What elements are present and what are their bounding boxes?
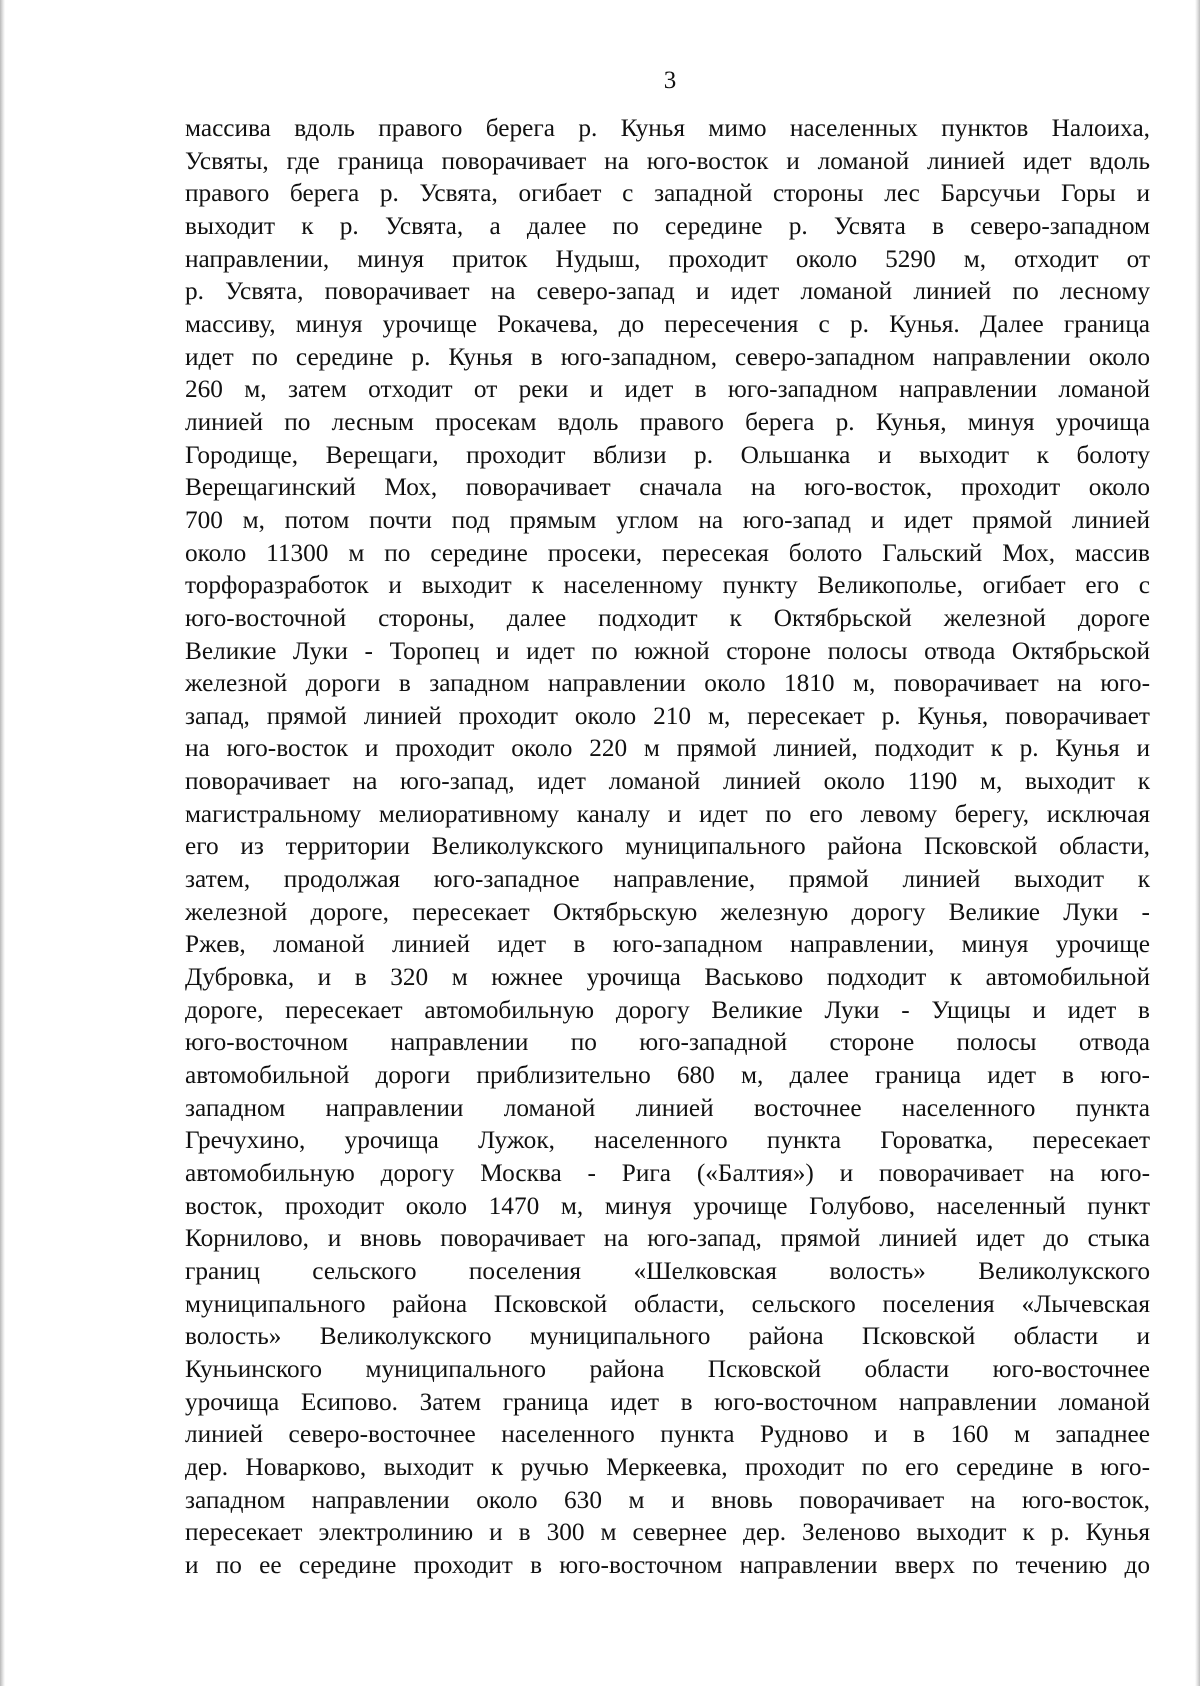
text-line: железной дороге, пересекает Октябрьскую железную дорогу Великие Луки - (185, 897, 1150, 926)
text-line: урочища Есипово. Затем граница идет в юго-восточном направлении ломаной (185, 1387, 1150, 1416)
text-line: запад, прямой линией проходит около 210 м, пересекает р. Кунья, поворачивает (185, 701, 1150, 730)
text-line: и по ее середине проходит в юго-восточном направлении вверх по течению до (185, 1550, 1150, 1579)
text-line: Верещагинский Мох, поворачивает сначала на юго-восток, проходит около (185, 473, 1150, 502)
text-line: Великие Луки - Торопец и идет по южной стороне полосы отвода Октябрьской (185, 636, 1150, 665)
text-line: восток, проходит около 1470 м, минуя урочище Голубово, населенный пункт (185, 1191, 1150, 1220)
text-line: массива вдоль правого берега р. Кунья мимо населенных пунктов Налоиха, (185, 114, 1150, 142)
text-line: затем, продолжая юго-западное направление, прямой линией выходит к (185, 865, 1150, 894)
text-line: дороге, пересекает автомобильную дорогу Великие Луки - Ущицы и идет в (185, 995, 1150, 1024)
text-line: правого берега р. Усвята, огибает с западной стороны лес Барсучьи Горы и (185, 179, 1150, 208)
text-line: западном направлении около 630 м и вновь поворачивает на юго-восток, (185, 1485, 1150, 1514)
text-line: около 11300 м по середине просеки, пересекая болото Гальский Мох, массив (185, 538, 1150, 567)
text-line: на юго-восток и проходит около 220 м прямой линией, подходит к р. Кунья и (185, 734, 1150, 763)
text-line: волость» Великолукского муниципального района Псковской области и (185, 1322, 1150, 1351)
text-line: линией северо-восточнее населенного пункта Руднoво и в 160 м западнее (185, 1420, 1150, 1449)
text-line: массиву, минуя урочище Рокачева, до пересечения с р. Кунья. Далее граница (185, 309, 1150, 338)
text-line: 260 м, затем отходит от реки и идет в юго-западном направлении ломаной (185, 375, 1150, 404)
text-line: границ сельского поселения «Шелковская волость» Великолукского (185, 1256, 1150, 1285)
text-line: Ржев, ломаной линией идет в юго-западном направлении, минуя урочище (185, 930, 1150, 959)
text-line: Усвяты, где граница поворачивает на юго-восток и ломаной линией идет вдоль (185, 146, 1150, 175)
text-line: Гречухино, урочища Лужок, населенного пункта Гороватка, пересекает (185, 1126, 1150, 1155)
text-line: поворачивает на юго-запад, идет ломаной линией около 1190 м, выходит к (185, 767, 1150, 796)
text-line: р. Усвята, поворачивает на северо-запад и идет ломаной линией по лесному (185, 277, 1150, 306)
text-line: Куньинского муниципального района Псковской области юго-восточнее (185, 1354, 1150, 1383)
text-line: выходит к р. Усвята, а далее по середине р. Усвята в северо-западном (185, 211, 1150, 240)
text-line: Корнилово, и вновь поворачивает на юго-запад, прямой линией идет до стыка (185, 1224, 1150, 1253)
text-line: юго-восточном направлении по юго-западной стороне полосы отвода (185, 1028, 1150, 1057)
scan-edge-left (0, 0, 5, 1686)
text-line: пересекает электролинию и в 300 м севернее дер. Зеленово выходит к р. Кунья (185, 1518, 1150, 1547)
text-line: автомобильной дороги приблизительно 680 м, далее граница идет в юго- (185, 1061, 1150, 1090)
text-line: 700 м, потом почти под прямым углом на юго-запад и идет прямой линией (185, 505, 1150, 534)
scan-edge-right (1195, 0, 1200, 1686)
text-line: направлении, минуя приток Нудыш, проходит около 5290 м, отходит от (185, 244, 1150, 273)
text-line: линией по лесным просекам вдоль правого берега р. Кунья, минуя урочища (185, 407, 1150, 436)
text-line: западном направлении ломаной линией восточнее населенного пункта (185, 1093, 1150, 1122)
text-line: Городище, Верещаги, проходит вблизи р. Ольшанка и выходит к болоту (185, 440, 1150, 469)
page-number: 3 (663, 67, 677, 94)
text-line: юго-восточной стороны, далее подходит к Октябрьской железной дороге (185, 603, 1150, 632)
text-line: торфоразработок и выходит к населенному пункту Великополье, огибает его с (185, 571, 1150, 600)
text-line: муниципального района Псковской области, сельского поселения «Лычевская (185, 1289, 1150, 1318)
text-line: идет по середине р. Кунья в юго-западном, северо-западном направлении около (185, 342, 1150, 371)
text-line: его из территории Великолукского муниципального района Псковской области, (185, 832, 1150, 861)
body-text (185, 112, 1150, 1582)
text-line: магистральному мелиоративному каналу и идет по его левому берегу, исключая (185, 799, 1150, 828)
text-line: дер. Новарково, выходит к ручью Меркеевка, проходит по его середине в юго- (185, 1452, 1150, 1481)
text-line: автомобильную дорогу Москва - Рига («Балтия») и поворачивает на юго- (185, 1159, 1150, 1187)
text-line: Дубровка, и в 320 м южнее урочища Васьково подходит к автомобильной (185, 963, 1150, 992)
text-line: железной дороги в западном направлении около 1810 м, поворачивает на юго- (185, 669, 1150, 698)
